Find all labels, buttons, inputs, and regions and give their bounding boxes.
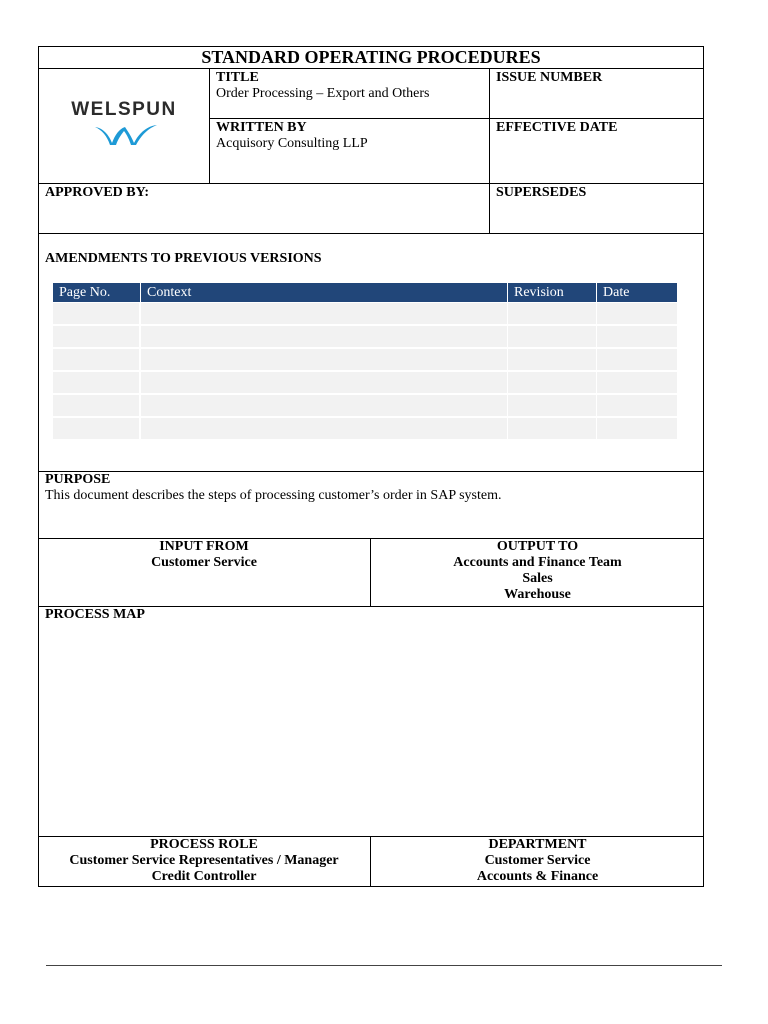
table-cell: [597, 303, 677, 324]
table-cell: [508, 372, 596, 393]
output-to-value: Accounts and Finance Team: [453, 555, 622, 570]
department-label: DEPARTMENT: [488, 837, 587, 852]
table-cell: [597, 395, 677, 416]
input-from-label: INPUT FROM: [159, 539, 249, 554]
written-by-field: [216, 120, 486, 152]
amendments-label: AMENDMENTS TO PREVIOUS VERSIONS: [45, 251, 322, 266]
divider: [38, 183, 704, 184]
table-cell: [508, 303, 596, 324]
process-role-value: Customer Service Representatives / Manager: [69, 853, 339, 868]
table-cell: [141, 326, 507, 347]
written-by-value: Acquisory Consulting LLP: [216, 136, 368, 151]
table-cell: [141, 372, 507, 393]
supersedes-label: SUPERSEDES: [496, 185, 587, 200]
written-by-label: WRITTEN BY: [216, 120, 307, 135]
purpose-field: [45, 472, 695, 504]
issue-number-label: ISSUE NUMBER: [496, 70, 603, 85]
divider: [209, 68, 210, 183]
title-label: TITLE: [216, 70, 259, 85]
table-cell: [53, 418, 139, 439]
logo-mark-icon: [39, 121, 209, 147]
amendments-table: [53, 283, 677, 438]
table-cell: [141, 418, 507, 439]
process-role-label: PROCESS ROLE: [150, 837, 258, 852]
table-cell: [53, 349, 139, 370]
purpose-label: PURPOSE: [45, 472, 111, 487]
column-header-page-no: Page No.: [59, 285, 111, 300]
logo-cell: [39, 69, 209, 183]
approved-by-label: APPROVED BY:: [45, 185, 150, 200]
column-header-date: Date: [603, 285, 630, 300]
logo-text: WELSPUN: [71, 99, 177, 120]
divider: [210, 118, 704, 119]
table-cell: [141, 395, 507, 416]
divider: [596, 283, 597, 302]
table-cell: [141, 303, 507, 324]
effective-date-label: EFFECTIVE DATE: [496, 120, 618, 135]
column-header-revision: Revision: [514, 285, 564, 300]
table-cell: [53, 395, 139, 416]
divider: [489, 68, 490, 233]
sop-heading: STANDARD OPERATING PROCEDURES: [201, 47, 541, 67]
table-cell: [597, 372, 677, 393]
table-cell: [508, 349, 596, 370]
table-cell: [508, 395, 596, 416]
department-value: Customer Service: [484, 853, 591, 868]
table-cell: [53, 372, 139, 393]
divider: [140, 283, 141, 302]
process-role-value: Credit Controller: [151, 869, 257, 884]
divider: [507, 283, 508, 302]
column-header-context: Context: [147, 285, 192, 300]
title-field: [216, 70, 486, 102]
process-role-field: [38, 837, 370, 885]
input-from-field: [38, 539, 370, 571]
output-to-field: [371, 539, 704, 603]
department-field: [371, 837, 704, 885]
table-cell: [141, 349, 507, 370]
welspun-logo: [39, 99, 209, 149]
table-cell: [508, 418, 596, 439]
divider: [38, 233, 704, 234]
output-to-value: Warehouse: [504, 587, 571, 602]
output-to-value: Sales: [522, 571, 553, 586]
title-value: Order Processing – Export and Others: [216, 86, 430, 101]
table-cell: [508, 326, 596, 347]
table-cell: [53, 303, 139, 324]
table-cell: [597, 326, 677, 347]
table-cell: [597, 349, 677, 370]
department-value: Accounts & Finance: [476, 869, 599, 884]
purpose-text: This document describes the steps of processing customer’s order in SAP system.: [45, 488, 502, 503]
table-cell: [53, 326, 139, 347]
input-from-value: Customer Service: [151, 555, 257, 570]
output-to-label: OUTPUT TO: [496, 539, 579, 554]
process-map-label: PROCESS MAP: [45, 607, 145, 622]
footer-rule: [46, 965, 722, 966]
table-cell: [597, 418, 677, 439]
table-body: [53, 303, 677, 438]
